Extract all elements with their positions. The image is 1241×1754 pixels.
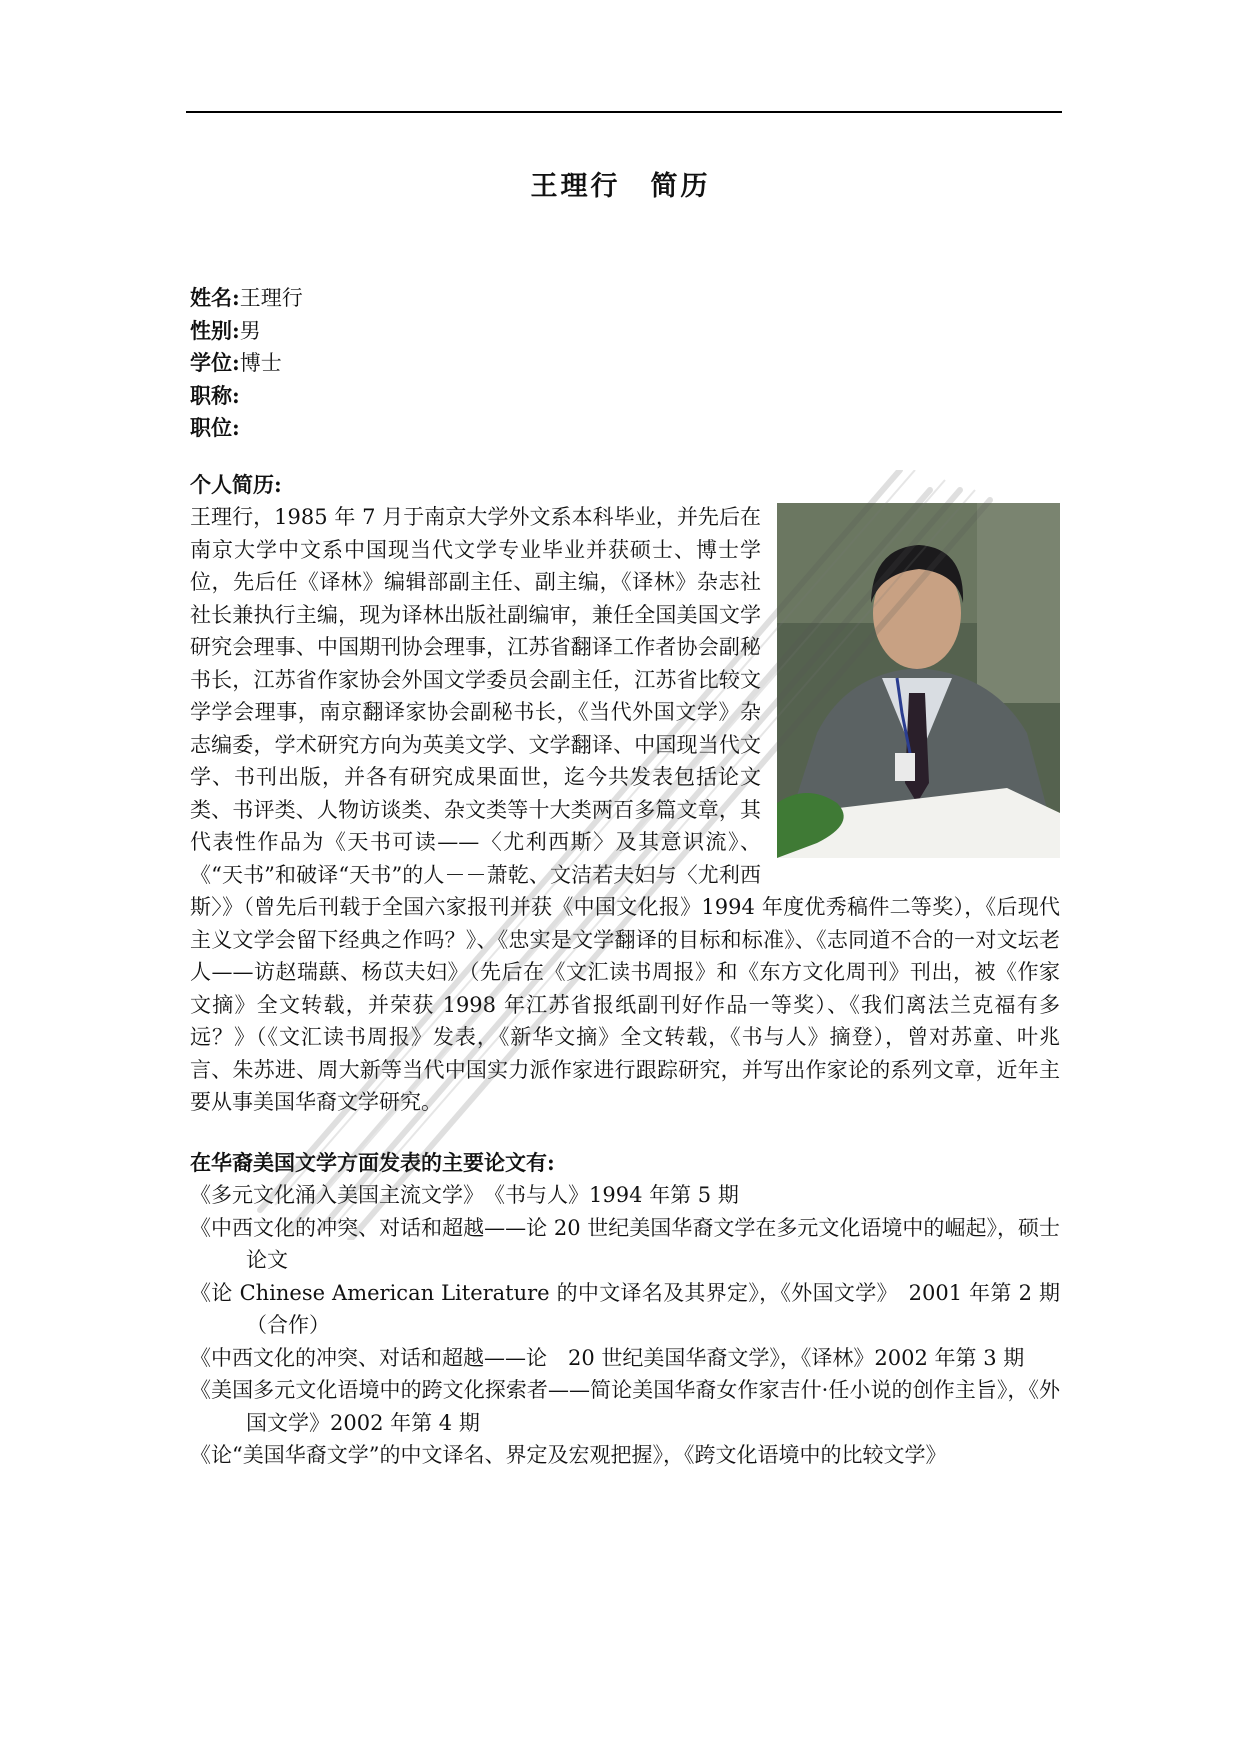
field-degree (190, 347, 1060, 380)
field-label: 职称: (190, 382, 240, 408)
bio-text: 王理行，1985 年 7 月于南京大学外文系本科毕业，并先后在南京大学中文系中国现当代文学专业毕业并获硕士、博士学位，先后任《译林》编辑部副主任、副主编，《译林》杂志社社长兼执行主编，现为译林出版社副编审，兼任全国美国文学研究会理事、中国期刊协会理事，江苏省翻译工作者协会副秘书长，江苏省作家协会外国文学委员会副主任，江苏省比较文学学会理事，南京翻译家协会副秘书长，《当代外国文学》杂志编委，学术研究方向为英美文学、文学翻译、中国现当代文学、书刊出版，并各有研究成果面世，迄今共发表包括论文类、书评类、人物访谈类、杂文类等十大类两百多篇文章，其代表性作品为《天书可读——〈尤利西斯〉及其意识流》、《“天书”和破译“天书”的人－－萧乾、文洁若夫妇与〈尤利西斯〉》（曾先后刊载于全国六家报刊并获《中国文化报》1994 年度优秀稿件二等奖），《后现代主义文学会留下经典之作吗？》、《忠实是文学翻译的目标和标准》、《志同道不合的一对文坛老人——访赵瑞蕻、杨苡夫妇》（先后在《文汇读书周报》和《东方文化周刊》刊出，被《作家文摘》全文转载，并荣获 1998 年江苏省报纸副刊好作品一等奖）、《我们离法兰克福有多远？》（《文汇读书周报》发表，《新华文摘》全文转载，《书与人》摘登），曾对苏童、叶兆言、朱苏进、周大新等当代中国实力派作家进行跟踪研究，并写出作家论的系列文章，近年主要从事美国华裔文学研究。 (190, 505, 1060, 1114)
field-value: 男 (239, 318, 261, 343)
publication-list (190, 1179, 1060, 1472)
field-label: 职位: (190, 415, 240, 440)
field-value: 博士 (239, 351, 282, 375)
publication-item: 《中西文化的冲突、对话和超越——论 20 世纪美国华裔文学在多元文化语境中的崛起》，硕士论文 (190, 1215, 1060, 1272)
publication-item: 《论 Chinese American Literature 的中文译名及其界定》，《外国文学》 2001 年第 2 期（合作） (190, 1280, 1060, 1337)
page-title: 王理行 简历 (530, 171, 711, 202)
field-title (190, 380, 1060, 413)
field-gender (190, 315, 1060, 348)
header-rule (186, 111, 1062, 113)
publications-heading: 在华裔美国文学方面发表的主要论文有: (190, 1149, 555, 1175)
publication-item: 《中西文化的冲突、对话和超越——论 20 世纪美国华裔文学》，《译林》2002 年第 3 期 (190, 1345, 1025, 1370)
field-position (190, 412, 1060, 445)
field-label: 姓名: (190, 285, 240, 310)
field-label: 学位: (190, 350, 240, 375)
field-value: 王理行 (239, 286, 303, 310)
resume-body (190, 282, 1060, 1472)
field-name (190, 282, 1060, 315)
publication-item: 《多元文化涌入美国主流文学》 《书与人》1994 年第 5 期 (190, 1183, 739, 1207)
field-label: 性别: (190, 317, 240, 343)
publication-item: 《论“美国华裔文学”的中文译名、界定及宏观把握》，《跨文化语境中的比较文学》 (190, 1443, 947, 1467)
bio-heading: 个人简历: (190, 471, 282, 497)
portrait-photo (777, 503, 1060, 858)
publication-item: 《美国多元文化语境中的跨文化探索者——简论美国华裔女作家吉什·任小说的创作主旨》，《外国文学》2002 年第 4 期 (190, 1378, 1060, 1435)
